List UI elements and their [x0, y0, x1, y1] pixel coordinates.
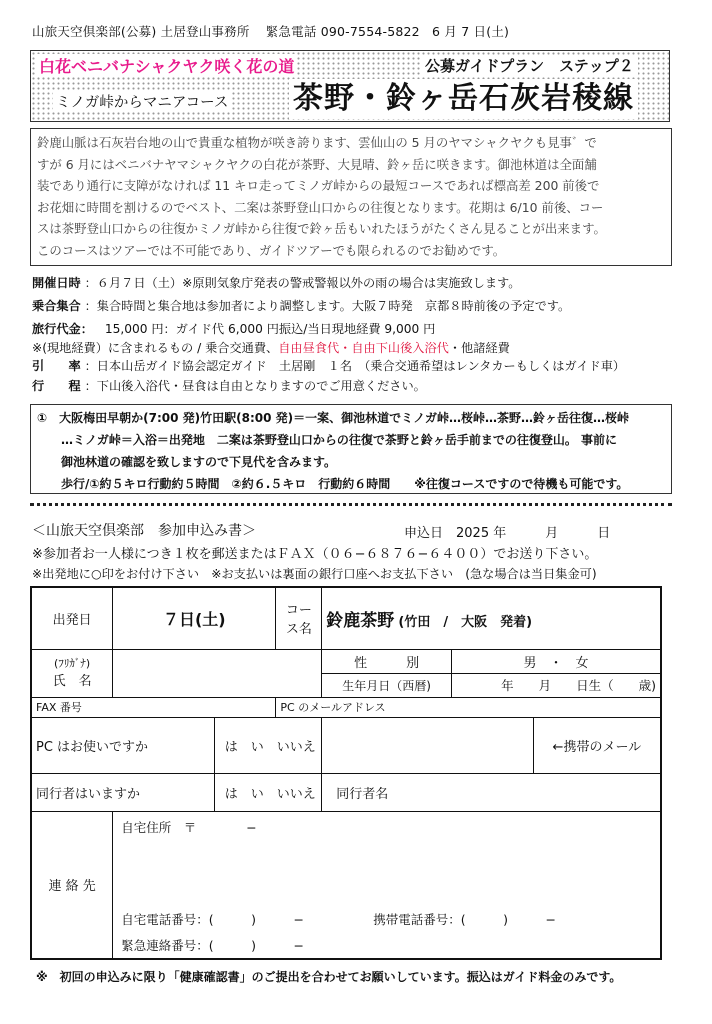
intro-text	[30, 128, 672, 266]
info-date-value: ：６月７日（土）※原則気象庁発表の警戒警報以外の雨の場合は実施致します。	[84, 276, 521, 290]
departure-date: ７日(土)	[113, 587, 276, 649]
pc-mail-label: PC のメールアドレス	[276, 697, 661, 717]
intro-line: すが 6 月にはベニバナヤマシャクヤクの白花が茶野、大見晴、鈴ヶ岳に咲きます。御池林道は全面舗	[37, 156, 597, 172]
departure-label: 出発日	[31, 587, 113, 649]
info-lead-label: 引 率	[32, 359, 81, 373]
gender-label: 性 別	[322, 649, 452, 673]
cut-line	[30, 503, 672, 506]
emergency-phone: 090-7554-5822	[320, 24, 420, 39]
info-travel-label: 行 程	[32, 379, 81, 393]
fax-label: FAX 番号	[31, 697, 276, 717]
companion-name[interactable]: 同行者名	[322, 773, 661, 811]
footer-note: ※ 初回の申込みに限り「健康確認書」のご提出を合わせてお願いしています。振込はガイド料金のみです。	[36, 970, 622, 984]
itinerary-line: ① 大阪梅田早朝か(7:00 発)竹田駅(8:00 発)＝一案、御池林道でミノガ峠…桜峠…茶野…鈴ヶ岳往復…桜峠	[37, 411, 630, 425]
itinerary-line: 歩行/①約５キロ行動約５時間 ②約６.５キロ 行動約６時間 ※往復コースですので待機も可能です。	[37, 477, 629, 491]
emergency-contact-line[interactable]: 緊急連絡番号：( ) −	[121, 937, 304, 953]
mobile-mail-label: ←携帯のメール	[533, 717, 661, 773]
info-date	[32, 274, 520, 291]
info-fee-value: 15,000 円：ガイド代 6,000 円振込/当日現地経費 9,000 円	[104, 322, 436, 336]
info-local-costs	[32, 339, 510, 356]
companion-question: 同行者はいますか	[31, 773, 214, 811]
name-label-cell	[31, 649, 113, 697]
banner-catchphrase: 白花ベニバナシャクヤク咲く花の道	[37, 54, 296, 77]
application-note-1: ※参加者お一人様につき１枚を郵送またはＦＡＸ（０６−６８７６−６４００）でお送り下さい。	[32, 547, 598, 562]
info-fee	[32, 320, 435, 337]
birth-label: 生年月日（西暦)	[322, 673, 452, 697]
course-cell	[322, 587, 661, 649]
course-name: 鈴鹿茶野	[326, 610, 395, 631]
birth-input[interactable]: 年 月 日生（ 歳)	[452, 673, 662, 697]
course-sub: (竹田 / 大阪 発着)	[398, 614, 533, 630]
course-label: コース名	[276, 587, 322, 649]
office-header	[32, 22, 509, 40]
name-label: 氏 名	[52, 674, 92, 689]
application-title: ＜山旅天空倶楽部 参加申込み書＞	[32, 523, 256, 539]
address-line[interactable]: 自宅住所 〒 −	[121, 819, 257, 835]
mobile-phone-line[interactable]: 携帯電話番号：( ) −	[373, 911, 556, 927]
org-name: 山旅天空倶楽部(公募) 土居登山事務所	[32, 24, 250, 39]
pc-question: PC はお使いですか	[31, 717, 214, 773]
application-date: 申込日 2025 年 月 日	[404, 526, 611, 541]
info-meet-label: 乗合集合	[32, 299, 81, 313]
itinerary-box	[30, 404, 672, 494]
banner-title: 茶野・鈴ヶ岳石灰岩稜線	[289, 79, 638, 119]
itinerary-line: 御池林道の確認を致しますので下見代を含みます。	[37, 455, 337, 469]
companion-yes-no[interactable]: は い いいえ	[214, 773, 322, 811]
info-lead	[32, 357, 625, 374]
info-local-suffix: ・他諸経費	[448, 341, 510, 355]
pc-yes-no[interactable]: は い いいえ	[214, 717, 322, 773]
info-fee-label: 旅行代金：	[32, 322, 93, 336]
intro-line: 鈴鹿山脈は石灰岩台地の山で貴重な植物が咲き誇ります、雲仙山の 5 月のヤマシャクヤクも見事゛で	[37, 135, 597, 150]
info-travel-value: ：下山後入浴代・昼食は自由となりますのでご用意ください。	[84, 379, 426, 393]
gender-options[interactable]: 男 ・ 女	[452, 649, 662, 673]
intro-line: スは茶野登山口からの往復かミノガ峠から往復で鈴ヶ岳もいれたほうがたくさん見ることが出来ます。	[37, 221, 606, 237]
info-local-red: 自由昼食代・自由下山後入浴代	[278, 341, 449, 355]
info-travel	[32, 377, 426, 394]
contact-cell[interactable]	[113, 811, 661, 959]
pc-mail-input[interactable]	[322, 717, 533, 773]
contact-label: 連 絡 先	[31, 811, 113, 959]
intro-line: お花畑に時間を割けるのでベスト、二案は茶野登山口からの往復となります。花期は 6/10 前後、コー	[37, 199, 604, 215]
title-banner	[30, 50, 670, 122]
name-input[interactable]	[113, 649, 322, 697]
info-meet-value: ：集合時間と集合地は参加者により調整します。大阪７時発 京都８時前後の予定です。	[84, 299, 571, 313]
furigana-label: (ﾌﾘｶﾞﾅ)	[54, 657, 91, 670]
intro-line: 装であり通行に支障がなければ 11 キロ走ってミノガ峠からの最短コースであれば標高差 200 前後で	[37, 178, 600, 194]
home-phone-line[interactable]: 自宅電話番号：( ) −	[121, 911, 304, 927]
itinerary-line: …ミノガ峠＝入浴＝出発地 二案は茶野登山口からの往復で茶野と鈴ヶ岳手前までの往復登山。 事前に	[37, 433, 618, 447]
info-meet	[32, 297, 570, 314]
emergency-label: 緊急電話	[265, 24, 317, 39]
info-date-label: 開催日時	[32, 276, 81, 290]
banner-course: ミノガ峠からマニアコース	[53, 91, 231, 112]
banner-plan: 公募ガイドプラン ステップ２	[421, 55, 638, 76]
application-note-2: ※出発地に○印をお付け下さい ※お支払いは裏面の銀行口座へお支払下さい (急な場合は当日集金可)	[32, 567, 597, 581]
event-date: 6 月 7 日(土)	[432, 24, 510, 39]
info-local-prefix: ※(現地経費）に含まれるもの / 乗合交通費、	[32, 341, 279, 355]
application-form	[30, 586, 662, 960]
info-lead-value: ：日本山岳ガイド協会認定ガイド 土居剛 １名 （乗合交通希望はレンタカーもしくはガイド車）	[84, 359, 626, 373]
intro-line: このコースはツアーでは不可能であり、ガイドツアーでも限られるのでお勧めです。	[37, 242, 506, 258]
